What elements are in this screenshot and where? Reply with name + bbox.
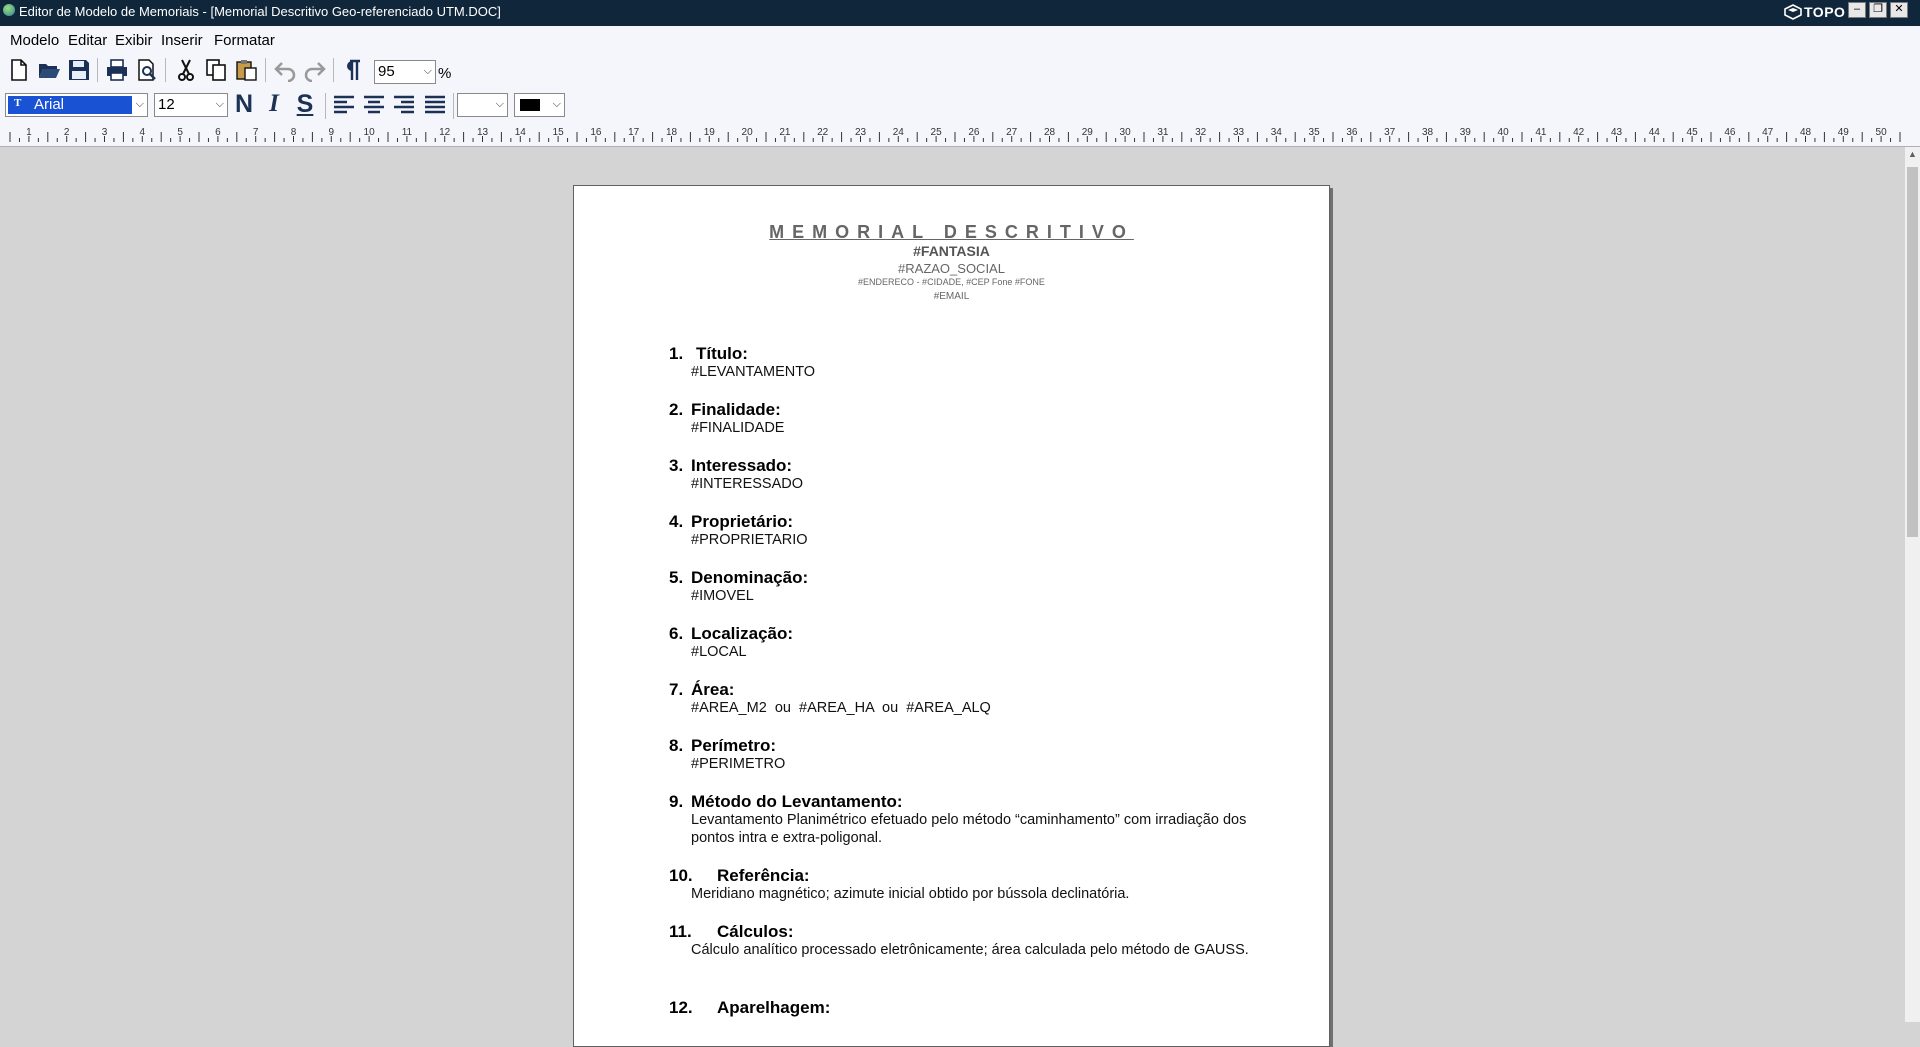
copy-icon <box>204 58 228 82</box>
document-title-text: MEMORIAL DESCRITIVO <box>769 222 1134 242</box>
section-body: Cálculo analítico processado eletrônicamente; área calculada pelo método de GAUSS. <box>691 942 1249 958</box>
ruler-label: 2 <box>63 127 70 138</box>
section-heading: Perímetro: <box>691 736 777 755</box>
ruler-label: 1 <box>26 127 32 138</box>
section-body: Levantamento Planimétrico efetuado pelo método “caminhamento” com irradiação dos pontos intra e extra-poligonal. <box>691 812 1247 846</box>
align-right-button[interactable] <box>390 91 418 119</box>
section-body: #FINALIDADE <box>691 420 785 436</box>
ruler-label: 43 <box>1610 127 1623 138</box>
section-body: #LOCAL <box>691 644 747 660</box>
brand-name: TOPO <box>1804 4 1846 20</box>
strikethrough-button[interactable]: S <box>296 89 314 118</box>
window-title: Editor de Modelo de Memoriais - [Memorial Descritivo Geo-referenciado UTM.DOC] <box>19 4 501 19</box>
ruler-label: 26 <box>968 127 980 138</box>
ruler-label: 14 <box>514 127 526 138</box>
section-body: #INTERESSADO <box>691 476 803 492</box>
ruler-label: 10 <box>363 127 375 138</box>
ruler-label: 48 <box>1799 127 1812 138</box>
bold-button[interactable]: N <box>234 89 254 118</box>
razao-social-field: #RAZAO_SOCIAL <box>898 261 1005 276</box>
paste-button[interactable] <box>232 56 260 84</box>
email-field: #EMAIL <box>933 291 970 302</box>
document-title <box>574 222 1329 243</box>
highlight-color-select[interactable] <box>457 93 508 117</box>
ruler-label: 9 <box>328 127 335 138</box>
align-center-button[interactable] <box>360 91 388 119</box>
section-body: #PERIMETRO <box>691 756 786 772</box>
font-name-value: Arial <box>34 96 65 113</box>
open-button[interactable] <box>35 56 63 84</box>
scroll-thumb[interactable] <box>1907 167 1918 537</box>
ruler-label: 39 <box>1459 127 1471 138</box>
pilcrow-icon <box>340 58 364 82</box>
ruler-label: 29 <box>1081 127 1093 138</box>
ruler-label: 50 <box>1875 127 1887 138</box>
section-heading: Denominação: <box>691 568 809 587</box>
format-toolbar <box>0 87 1920 123</box>
ruler-label: 36 <box>1346 127 1358 138</box>
new-document-button[interactable] <box>5 56 33 84</box>
section-heading: Referência: <box>717 866 810 885</box>
ruler-label: 13 <box>476 127 489 138</box>
ruler-label: 44 <box>1648 127 1660 138</box>
justify-button[interactable] <box>421 91 449 119</box>
text-color-select[interactable] <box>514 93 565 117</box>
minimize-button[interactable]: – <box>1848 2 1866 18</box>
chevron-down-icon: ⌵ <box>495 98 504 110</box>
menu-exibir[interactable]: Exibir <box>115 32 153 49</box>
align-center-icon <box>362 93 386 117</box>
section-heading: Localização: <box>691 624 794 643</box>
ruler-label: 19 <box>703 127 715 138</box>
font-size-value: 12 <box>158 96 175 113</box>
zoom-unit: % <box>438 65 452 82</box>
ruler-label: 37 <box>1384 127 1396 138</box>
ruler-label: 46 <box>1724 127 1736 138</box>
ruler-label: 42 <box>1573 127 1585 138</box>
ruler-label: 31 <box>1157 127 1169 138</box>
section-heading: Aparelhagem: <box>717 998 831 1017</box>
undo-button[interactable] <box>271 56 299 84</box>
section-heading: Interessado: <box>691 456 793 475</box>
ruler-label: 21 <box>779 127 791 138</box>
undo-icon <box>273 58 297 82</box>
ruler-label: 38 <box>1421 127 1434 138</box>
chevron-down-icon: ⌵ <box>552 98 561 110</box>
zoom-value: 95 <box>378 63 395 80</box>
paste-icon <box>234 58 258 82</box>
align-justify-icon <box>423 93 447 117</box>
section-heading: Título: <box>696 344 748 363</box>
toolbar-separator <box>265 58 266 82</box>
app-icon <box>3 4 15 16</box>
ruler-label: 5 <box>177 127 183 138</box>
ruler-label: 3 <box>101 127 108 138</box>
restore-button[interactable]: ❐ <box>1869 2 1887 18</box>
chevron-down-icon: ⌵ <box>135 98 144 110</box>
title-bar <box>0 0 1920 26</box>
ruler-label: 16 <box>590 127 602 138</box>
section-heading: Cálculos: <box>717 922 794 941</box>
vertical-scrollbar[interactable] <box>1905 147 1920 1022</box>
scissors-icon <box>174 58 198 82</box>
ruler-label: 4 <box>139 127 146 138</box>
menu-inserir[interactable]: Inserir <box>161 32 203 49</box>
address-line: #ENDERECO - #CIDADE, #CEP Fone #FONE <box>858 277 1045 287</box>
copy-button[interactable] <box>202 56 230 84</box>
print-button[interactable] <box>103 56 131 84</box>
ruler-label: 33 <box>1232 127 1245 138</box>
folder-open-icon <box>37 58 61 82</box>
section-body: #AREA_M2 ou #AREA_HA ou #AREA_ALQ <box>691 700 991 716</box>
section-body: #IMOVEL <box>691 588 754 604</box>
new-file-icon <box>7 58 31 82</box>
ruler-label: 20 <box>741 127 753 138</box>
section-body: Meridiano magnético; azimute inicial obtido por bússola declinatória. <box>691 886 1130 902</box>
align-left-icon <box>332 93 356 117</box>
redo-icon <box>303 58 327 82</box>
ruler-label: 22 <box>817 127 829 138</box>
section-body: #PROPRIETARIO <box>691 532 808 548</box>
fantasia-field: #FANTASIA <box>913 243 990 259</box>
toolbar-separator <box>165 58 166 82</box>
menu-bar <box>0 26 1920 54</box>
menu-modelo[interactable]: Modelo <box>10 32 60 49</box>
chevron-down-icon: ⌵ <box>423 65 432 77</box>
ruler-label: 25 <box>930 127 942 138</box>
show-formatting-button[interactable] <box>338 56 366 84</box>
topo-logo-icon <box>1784 4 1802 20</box>
ruler-label: 8 <box>290 127 297 138</box>
menu-formatar[interactable]: Formatar <box>214 32 275 49</box>
ruler-label: 41 <box>1535 127 1547 138</box>
italic-button[interactable]: I <box>269 90 279 117</box>
ruler-label: 11 <box>401 127 413 138</box>
toolbar-separator <box>97 58 98 82</box>
toolbar-separator <box>453 93 454 119</box>
ruler-label: 23 <box>854 127 867 138</box>
ruler-label: 7 <box>252 127 259 138</box>
section-heading: Proprietário: <box>691 512 794 531</box>
save-button[interactable] <box>65 56 93 84</box>
ruler-label: 35 <box>1308 127 1320 138</box>
ruler-label: 40 <box>1497 127 1509 138</box>
floppy-disk-icon <box>67 58 91 82</box>
section-body: #LEVANTAMENTO <box>691 364 816 380</box>
color-swatch <box>520 99 540 111</box>
zoom-select[interactable] <box>374 60 436 84</box>
truetype-icon: T <box>14 97 22 109</box>
ruler-label: 17 <box>628 127 640 138</box>
section-heading: Área: <box>691 680 735 699</box>
ruler-label: 15 <box>552 127 564 138</box>
print-preview-button[interactable] <box>133 56 161 84</box>
toolbar-separator <box>333 58 334 82</box>
font-size-select[interactable] <box>154 93 228 117</box>
ruler-label: 34 <box>1270 127 1282 138</box>
brand-logo <box>1784 1 1845 23</box>
close-button[interactable]: ✕ <box>1890 2 1908 18</box>
chevron-down-icon: ⌵ <box>215 98 224 110</box>
redo-button[interactable] <box>301 56 329 84</box>
ruler-scale <box>0 123 1920 147</box>
toolbar-separator <box>325 93 326 119</box>
ruler-label: 28 <box>1043 127 1056 138</box>
ruler-label: 45 <box>1686 127 1698 138</box>
ruler-label: 47 <box>1762 127 1774 138</box>
ruler-label: 27 <box>1006 127 1018 138</box>
document-page[interactable]: MEMORIAL DESCRITIVO #FANTASIA #RAZAO_SOCIAL #ENDERECO - #CIDADE, #CEP Fone #FONE #EMAIL 1. Título: #LEVANTAMENTO 2. Finalidade: #FINALIDADE 3. Interessado: #INTERESSADO 4. Proprietário: #PROPRIETARIO 5. Denominação: #IMOVEL 6. Localização: #LOCAL 7. Área: #AREA_M2 ou #AREA_HA ou #AREA_ALQ 8. Perímetro: #PERIMETRO 9. Método do Levantamento: Levantamento Planimétrico efetuado pelo método “caminhamento” com irradiação dos pontos intra e extra-poligonal. 10. Referência: Meridiano magnético; azimute inicial obtido por bússola declinatória. 11. Cálculos: Cálculo analítico processado eletrônicamente; área calculada pelo método de GAUSS. 12. Aparelhagem: <box>573 185 1330 1047</box>
printer-icon <box>105 58 129 82</box>
standard-toolbar <box>0 54 1920 87</box>
font-name-select[interactable] <box>5 93 148 117</box>
section-heading: Método do Levantamento: <box>691 792 903 811</box>
ruler-label: 32 <box>1195 127 1207 138</box>
section-heading: Finalidade: <box>691 400 781 419</box>
align-right-icon <box>392 93 416 117</box>
ruler-label: 18 <box>665 127 678 138</box>
menu-editar[interactable]: Editar <box>68 32 108 49</box>
ruler[interactable] <box>0 123 1920 147</box>
print-preview-icon <box>135 58 159 82</box>
ruler-label: 49 <box>1837 127 1849 138</box>
ruler-label: 6 <box>215 127 221 138</box>
cut-button[interactable] <box>172 56 200 84</box>
ruler-label: 24 <box>892 127 904 138</box>
align-left-button[interactable] <box>330 91 358 119</box>
scroll-up-icon[interactable]: ▲ <box>1908 149 1917 159</box>
ruler-label: 12 <box>439 127 451 138</box>
ruler-label: 30 <box>1119 127 1131 138</box>
